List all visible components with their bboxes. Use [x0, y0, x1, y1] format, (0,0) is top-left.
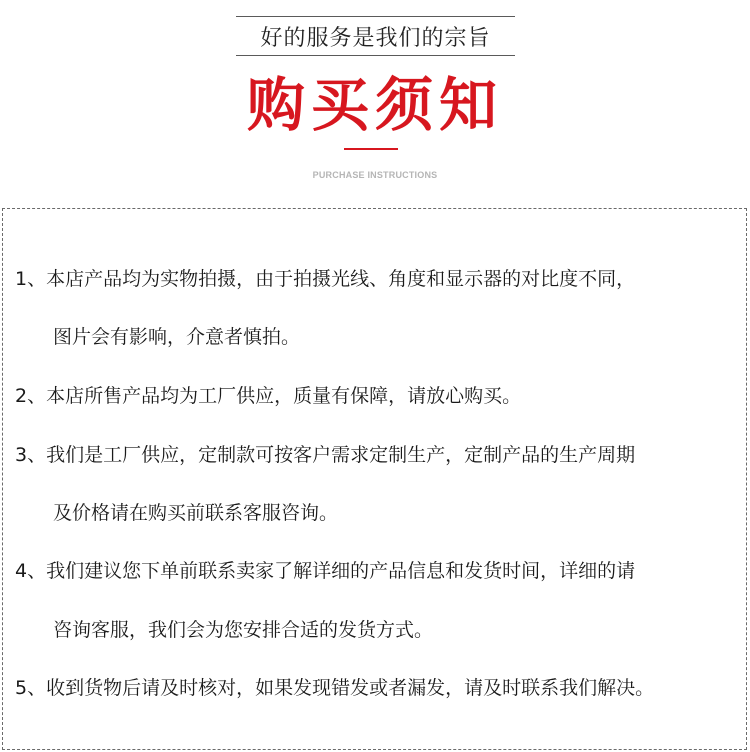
- notice-item-3-continuation: 及价格请在购买前联系客服咨询。: [53, 502, 339, 524]
- tagline-frame: [236, 16, 515, 56]
- notice-list: [2, 208, 747, 750]
- tagline: 好的服务是我们的宗旨: [260, 25, 491, 51]
- notice-item-1: 1、本店产品均为实物拍摄，由于拍摄光线、角度和显示器的对比度不同，: [15, 268, 636, 290]
- notice-item-4-continuation: 咨询客服，我们会为您安排合适的发货方式。: [53, 619, 434, 641]
- title-underline-divider: [344, 148, 398, 150]
- header: [0, 0, 750, 200]
- notice-item-2: 2、本店所售产品均为工厂供应，质量有保障，请放心购买。: [15, 385, 522, 407]
- page-title: 购买须知: [246, 71, 503, 139]
- page-subtitle: PURCHASE INSTRUCTIONS: [312, 170, 438, 180]
- notice-item-5: 5、收到货物后请及时核对，如果发现错发或者漏发，请及时联系我们解决。: [15, 677, 655, 699]
- notice-item-4: 4、我们建议您下单前联系卖家了解详细的产品信息和发货时间，详细的请: [15, 560, 636, 582]
- notice-item-1-continuation: 图片会有影响，介意者慎拍。: [53, 326, 301, 348]
- notice-item-3: 3、我们是工厂供应，定制款可按客户需求定制生产，定制产品的生产周期: [15, 444, 636, 466]
